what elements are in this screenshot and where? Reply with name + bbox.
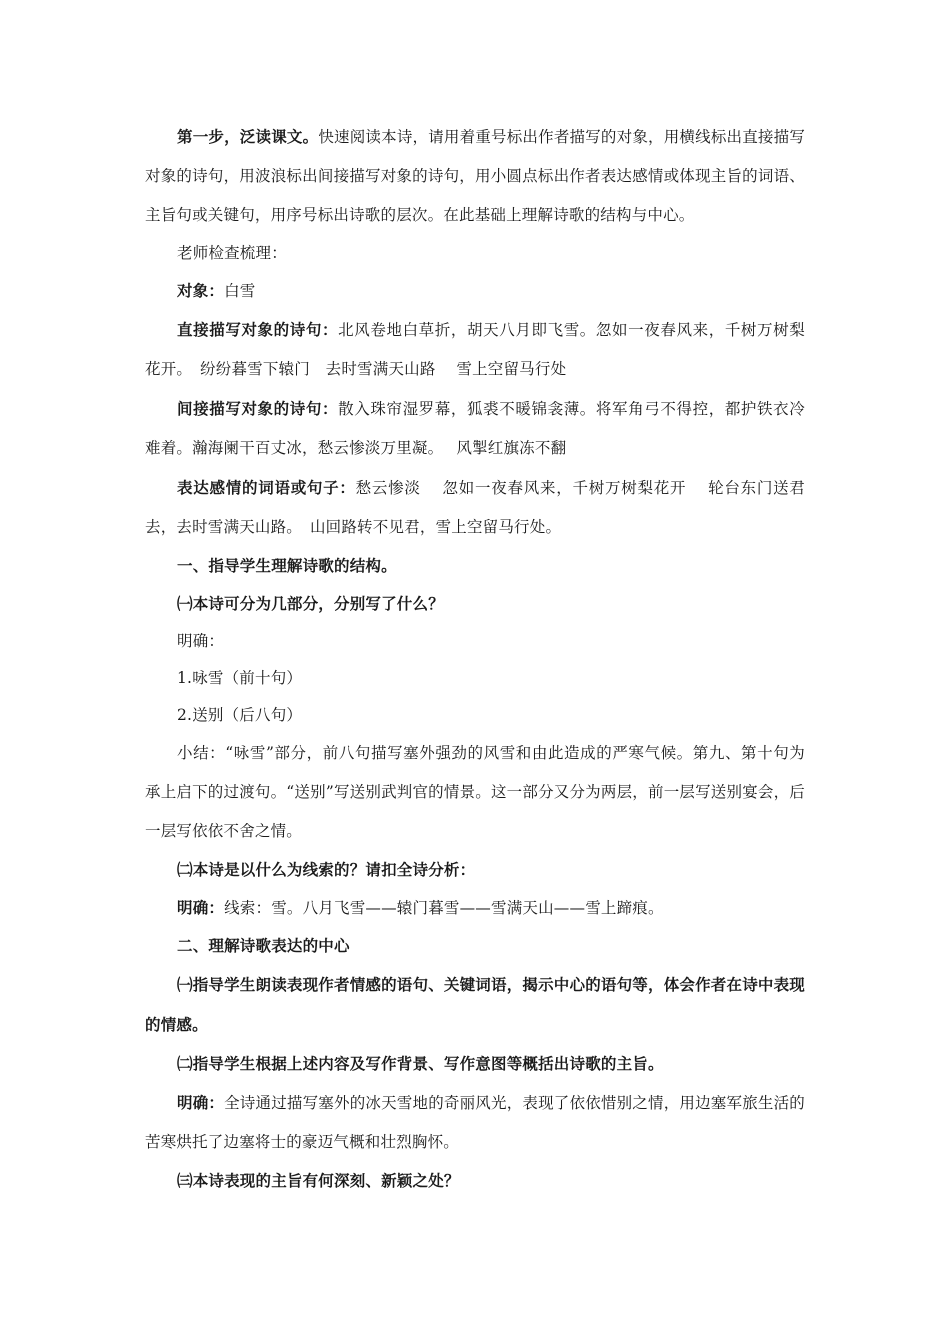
paragraph-bold-lead: 间接描写对象的诗句： (177, 399, 339, 418)
paragraph-17 (145, 1083, 805, 1162)
paragraph-1 (145, 235, 805, 272)
paragraph-text: 愁云惨淡 忽如一夜春风来，千树万树梨花开 轮台东门送君去，去时雪满天山路。 山回路转不见君，雪上空留马行处。 (145, 479, 806, 536)
paragraph-bold-lead: 直接描写对象的诗句： (177, 320, 339, 339)
paragraph-text: 老师检查梳理： (177, 244, 287, 262)
paragraph-bold-lead: 二、理解诗歌表达的中心 (177, 936, 350, 955)
paragraph-6 (145, 547, 805, 585)
paragraph-9 (145, 660, 805, 697)
paragraph-bold-lead: 对象： (177, 281, 225, 300)
paragraph-3 (145, 310, 805, 389)
paragraph-7 (145, 585, 805, 623)
paragraph-bold-lead: ㈡指导学生根据上述内容及写作背景、写作意图等概括出诗歌的主旨。 (177, 1054, 664, 1073)
paragraph-15 (145, 965, 805, 1045)
paragraph-text: 线索：雪。八月飞雪——辕门暮雪——雪满天山——雪上蹄痕。 (224, 899, 664, 917)
paragraph-bold-lead: 明确： (177, 1093, 225, 1112)
paragraph-12 (145, 851, 805, 889)
paragraph-text: 北风卷地白草折，胡天八月即飞雪。忽如一夜春风来，千树万树梨花开。 纷纷暮雪下辕门 去时雪满天山路 雪上空留马行处 (145, 321, 805, 378)
paragraph-bold-lead: ㈠指导学生朗读表现作者情感的语句、关键词语，揭示中心的语句等，体会作者在诗中表现的情感。 (145, 975, 806, 1034)
paragraph-16 (145, 1045, 805, 1083)
paragraph-bold-lead: 明确： (177, 898, 225, 917)
paragraph-11 (145, 734, 805, 851)
paragraph-bold-lead: ㈡本诗是以什么为线索的？请扣全诗分析： (177, 860, 476, 879)
document-page (145, 117, 805, 1200)
paragraph-text: 快速阅读本诗，请用着重号标出作者描写的对象，用横线标出直接描写对象的诗句，用波浪标出间接描写对象的诗句，用小圆点标出作者表达感情或体现主旨的词语、主旨句或关键句，用序号标出诗歌的层次。在此基础上理解诗歌的结构与中心。 (145, 128, 806, 224)
paragraph-text: 白雪 (224, 282, 256, 300)
paragraph-14 (145, 927, 805, 965)
paragraph-text: 明确： (177, 632, 225, 650)
paragraph-bold-lead: ㈢本诗表现的主旨有何深刻、新颖之处？ (177, 1171, 460, 1190)
paragraph-4 (145, 389, 805, 468)
paragraph-2 (145, 272, 805, 310)
paragraph-text: 小结：“咏雪”部分，前八句描写塞外强劲的风雪和由此造成的严寒气候。第九、第十句为承上启下的过渡句。“送别”写送别武判官的情景。这一部分又分为两层，前一层写送别宴会，后一层写依依不舍之情。 (145, 744, 805, 840)
paragraph-bold-lead: 一、指导学生理解诗歌的结构。 (177, 556, 397, 575)
paragraph-text: 全诗通过描写塞外的冰天雪地的奇丽风光，表现了依依惜别之情，用边塞军旅生活的苦寒烘托了边塞将士的豪迈气概和壮烈胸怀。 (145, 1094, 806, 1151)
paragraph-5 (145, 468, 805, 547)
paragraph-bold-lead: 第一步，泛读课文。 (177, 127, 319, 146)
paragraph-bold-lead: ㈠本诗可分为几部分，分别写了什么？ (177, 594, 444, 613)
paragraph-bold-lead: 表达感情的词语或句子： (177, 478, 356, 497)
paragraph-8 (145, 623, 805, 660)
paragraph-10 (145, 697, 805, 734)
paragraph-13 (145, 889, 805, 927)
paragraph-0 (145, 117, 805, 235)
paragraph-18 (145, 1162, 805, 1200)
paragraph-text: 1.咏雪（前十句） (177, 669, 303, 687)
paragraph-text: 2.送别（后八句） (177, 706, 303, 724)
paragraph-text: 散入珠帘湿罗幕，狐裘不暖锦衾薄。将军角弓不得控，都护铁衣冷难着。瀚海阑干百丈冰，愁云惨淡万里凝。 风掣红旗冻不翻 (145, 400, 805, 457)
